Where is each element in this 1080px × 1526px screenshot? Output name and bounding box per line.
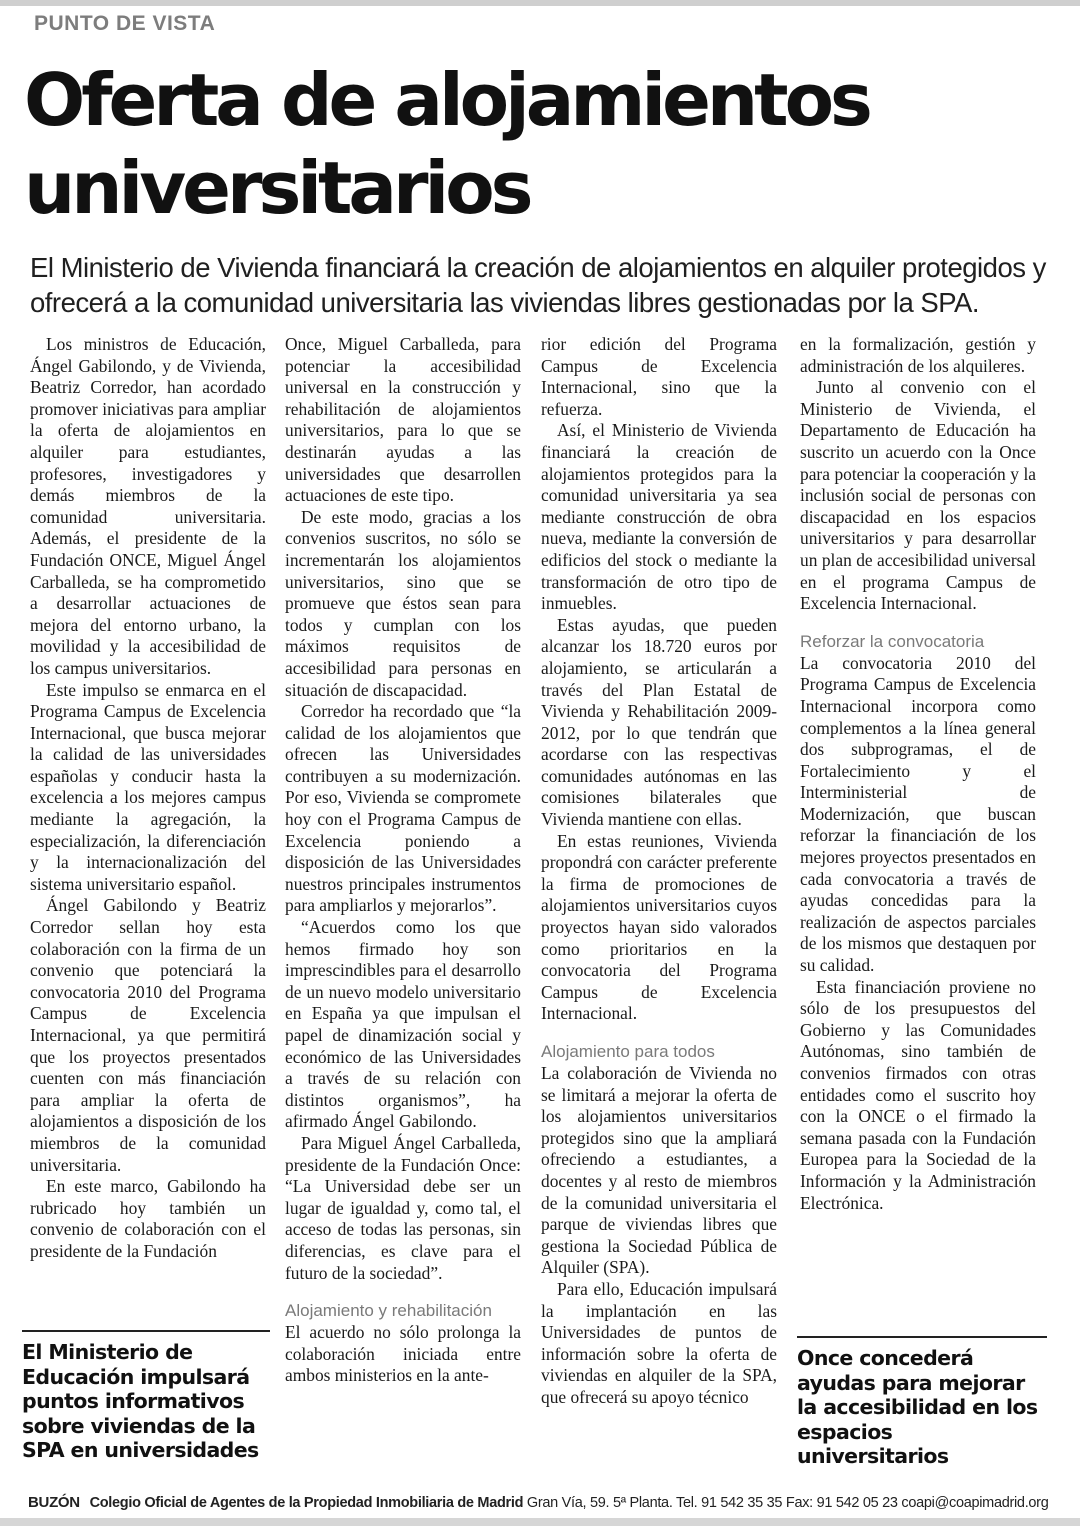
paragraph: Este impulso se enmarca en el Programa Campus de Excelencia Internacional, que busca mejorar la calidad de las universidades españolas y conducir hasta la excelencia a los mejores campus mediante la agregación, la especialización, la diferenciación y la internacionalización del sistema universitario español. [30,679,266,894]
paragraph: “Acuerdos como los que hemos firmado hoy son imprescindibles para el desarrollo de un nuevo modelo universitario en España ya que impulsan el papel de dinamización social y económico de las Universidades a través de su relación con distintos organismos”, ha afirmado Ángel Gabilondo. [285,917,521,1132]
paragraph: rior edición del Programa Campus de Excelencia Internacional, sino que la refuerza. [541,334,777,419]
paragraph: Junto al convenio con el Ministerio de Vivienda, el Departamento de Educación ha suscrito un acuerdo con la Once para potenciar la cooperación y la inclusión social de personas con discapacidad en los espacios universitarios y para desarrollar un plan de accesibilidad universal en el programa Campus de Excelencia Internacional. [800,377,1036,614]
paragraph: El acuerdo no sólo prolonga la colaboración iniciada entre ambos ministerios en la ante- [285,1322,521,1386]
article-column-1 [30,334,266,1304]
footer-contact: Gran Vía, 59. 5ª Planta. Tel. 91 542 35 35 Fax: 91 542 05 23 coapi@coapimadrid.org [526,1495,1049,1511]
paragraph: Para Miguel Ángel Carballeda, presidente de la Fundación Once: “La Universidad debe ser un lugar de igualdad y, como tal, el acceso de todas las personas, sin diferencias, es clave para el futuro de la sociedad”. [285,1132,521,1283]
paragraph: En este marco, Gabilondo ha rubricado hoy también un convenio de colaboración con el presidente de la Fundación [30,1176,266,1261]
paragraph: en la formalización, gestión y administración de los alquileres. [800,334,1036,376]
section-subheading: Alojamiento para todos [541,1042,715,1061]
top-scan-band [0,0,1080,6]
article-column-3 [541,334,777,1494]
bottom-scan-band [0,1518,1080,1526]
article-column-2 [285,334,521,1484]
pull-quote-education: El Ministerio de Educación impulsará puntos informativos sobre viviendas de la SPA en universidades [22,1330,270,1463]
paragraph: Para ello, Educación impulsará la implantación en las Universidades de puntos de información sobre la oferta de viviendas en alquiler de la SPA, que ofrecerá su apoyo técnico [541,1278,777,1407]
pull-quote-once: Once concederá ayudas para mejorar la accesibilidad en los espacios universitarios [797,1336,1047,1469]
headline: Oferta de alojamientos universitarios [24,58,869,230]
paragraph: Once, Miguel Carballeda, para potenciar la accesibilidad universal en la construcción y rehabilitación de alojamientos universitarios, para lo que se destinarán ayudas a las universidades que desarrollen actuaciones de este tipo. [285,334,521,506]
paragraph: Esta financiación proviene no sólo de los presupuestos del Gobierno y las Comunidades Autónomas, sino también de convenios firmados con otras entidades como el suscrito hoy con la ONCE o el firmado la semana pasada con la Fundación Europea para la Sociedad de la Información y la Administración Electrónica. [800,976,1036,1213]
paragraph: De este modo, gracias a los convenios suscritos, no sólo se incrementarán los alojamientos universitarios, sino que se promueve que éstos sean para todos y cumplan con los máximos requisitos de accesibilidad para personas en situación de discapacidad. [285,506,521,700]
footer-organization: Colegio Oficial de Agentes de la Propiedad Inmobiliaria de Madrid [89,1495,524,1511]
paragraph: En estas reuniones, Vivienda propondrá con carácter preferente la firma de promociones de alojamientos universitarios cuyos proyectos hayan sido valorados como prioritarios en la convocatoria del Programa Campus de Excelencia Internacional. [541,830,777,1024]
section-subheading: Alojamiento y rehabilitación [285,1301,492,1321]
paragraph: Así, el Ministerio de Vivienda financiará la creación de alojamientos protegidos para la comunidad universitaria ya sea mediante construcción de obra nueva, mediante la conversión de edificios del stock o mediante la transformación de otro tipo de inmuebles. [541,420,777,614]
footer-brand: BUZÓN [28,1494,80,1511]
article-column-4 [800,334,1036,1314]
section-label: PUNTO DE VISTA [34,12,216,35]
paragraph: Estas ayudas, que pueden alcanzar los 18.720 euros por alojamiento, se articularán a través del Plan Estatal de Vivienda y Rehabilitación 2009-2012, por lo que tendrán que acordarse con las respectivas comunidades autónomas en las comisiones bilaterales que Vivienda mantiene con ellas. [541,614,777,830]
subheadline: El Ministerio de Vivienda financiará la creación de alojamientos en alquiler protegidos y ofrecerá a la comunidad universitaria las viviendas libres gestionadas por la SPA. [30,252,1046,318]
paragraph: La colaboración de Vivienda no se limitará a mejorar la oferta de los alojamientos universitarios protegidos sino que la ampliará ofreciendo a estudiantes, a docentes y al resto de miembros de la comunidad universitaria el parque de viviendas libres que gestiona la Sociedad Pública de Alquiler (SPA). [541,1063,777,1278]
section-subheading: Reforzar la convocatoria [800,631,985,651]
footer [28,1494,1068,1511]
paragraph: Corredor ha recordado que “la calidad de los alojamientos que ofrecen las Universidades contribuyen a su modernización. Por eso, Vivienda se compromete hoy con el Programa Campus de Excelencia poniendo a disposición de las Universidades nuestros principales instrumentos para ampliarlos y mejorarlos”. [285,701,521,916]
paragraph: Los ministros de Educación, Ángel Gabilondo, y de Vivienda, Beatriz Corredor, han acordado promover iniciativas para ampliar la oferta de alojamientos en alquiler para estudiantes, profesores, investigadores y demás miembros de la comunidad universitaria. Además, el presidente de la Fundación ONCE, Miguel Ángel Carballeda, se ha comprometido a desarrollar actuaciones de mejora del entorno urbano, la movilidad y la accesibilidad de los campus universitarios. [30,334,266,678]
paragraph: La convocatoria 2010 del Programa Campus de Excelencia Internacional incorpora como complementos a la línea general dos subprogramas, el de Fortalecimiento y el Interministerial de Modernización, que buscan reforzar la financiación de los mejores proyectos presentados en cada convocatoria a través de ayudas concedidas para la realización de aspectos parciales de los mismos que destaquen por su calidad. [800,652,1036,976]
paragraph: Ángel Gabilondo y Beatriz Corredor sellan hoy esta colaboración con la firma de un convenio que potenciará la convocatoria 2010 del Programa Campus de Excelencia Internacional, ya que permitirá que los proyectos presentados cuenten con más financiación para ampliar la oferta de alojamientos a disposición de los miembros de la comunidad universitaria. [30,895,266,1175]
